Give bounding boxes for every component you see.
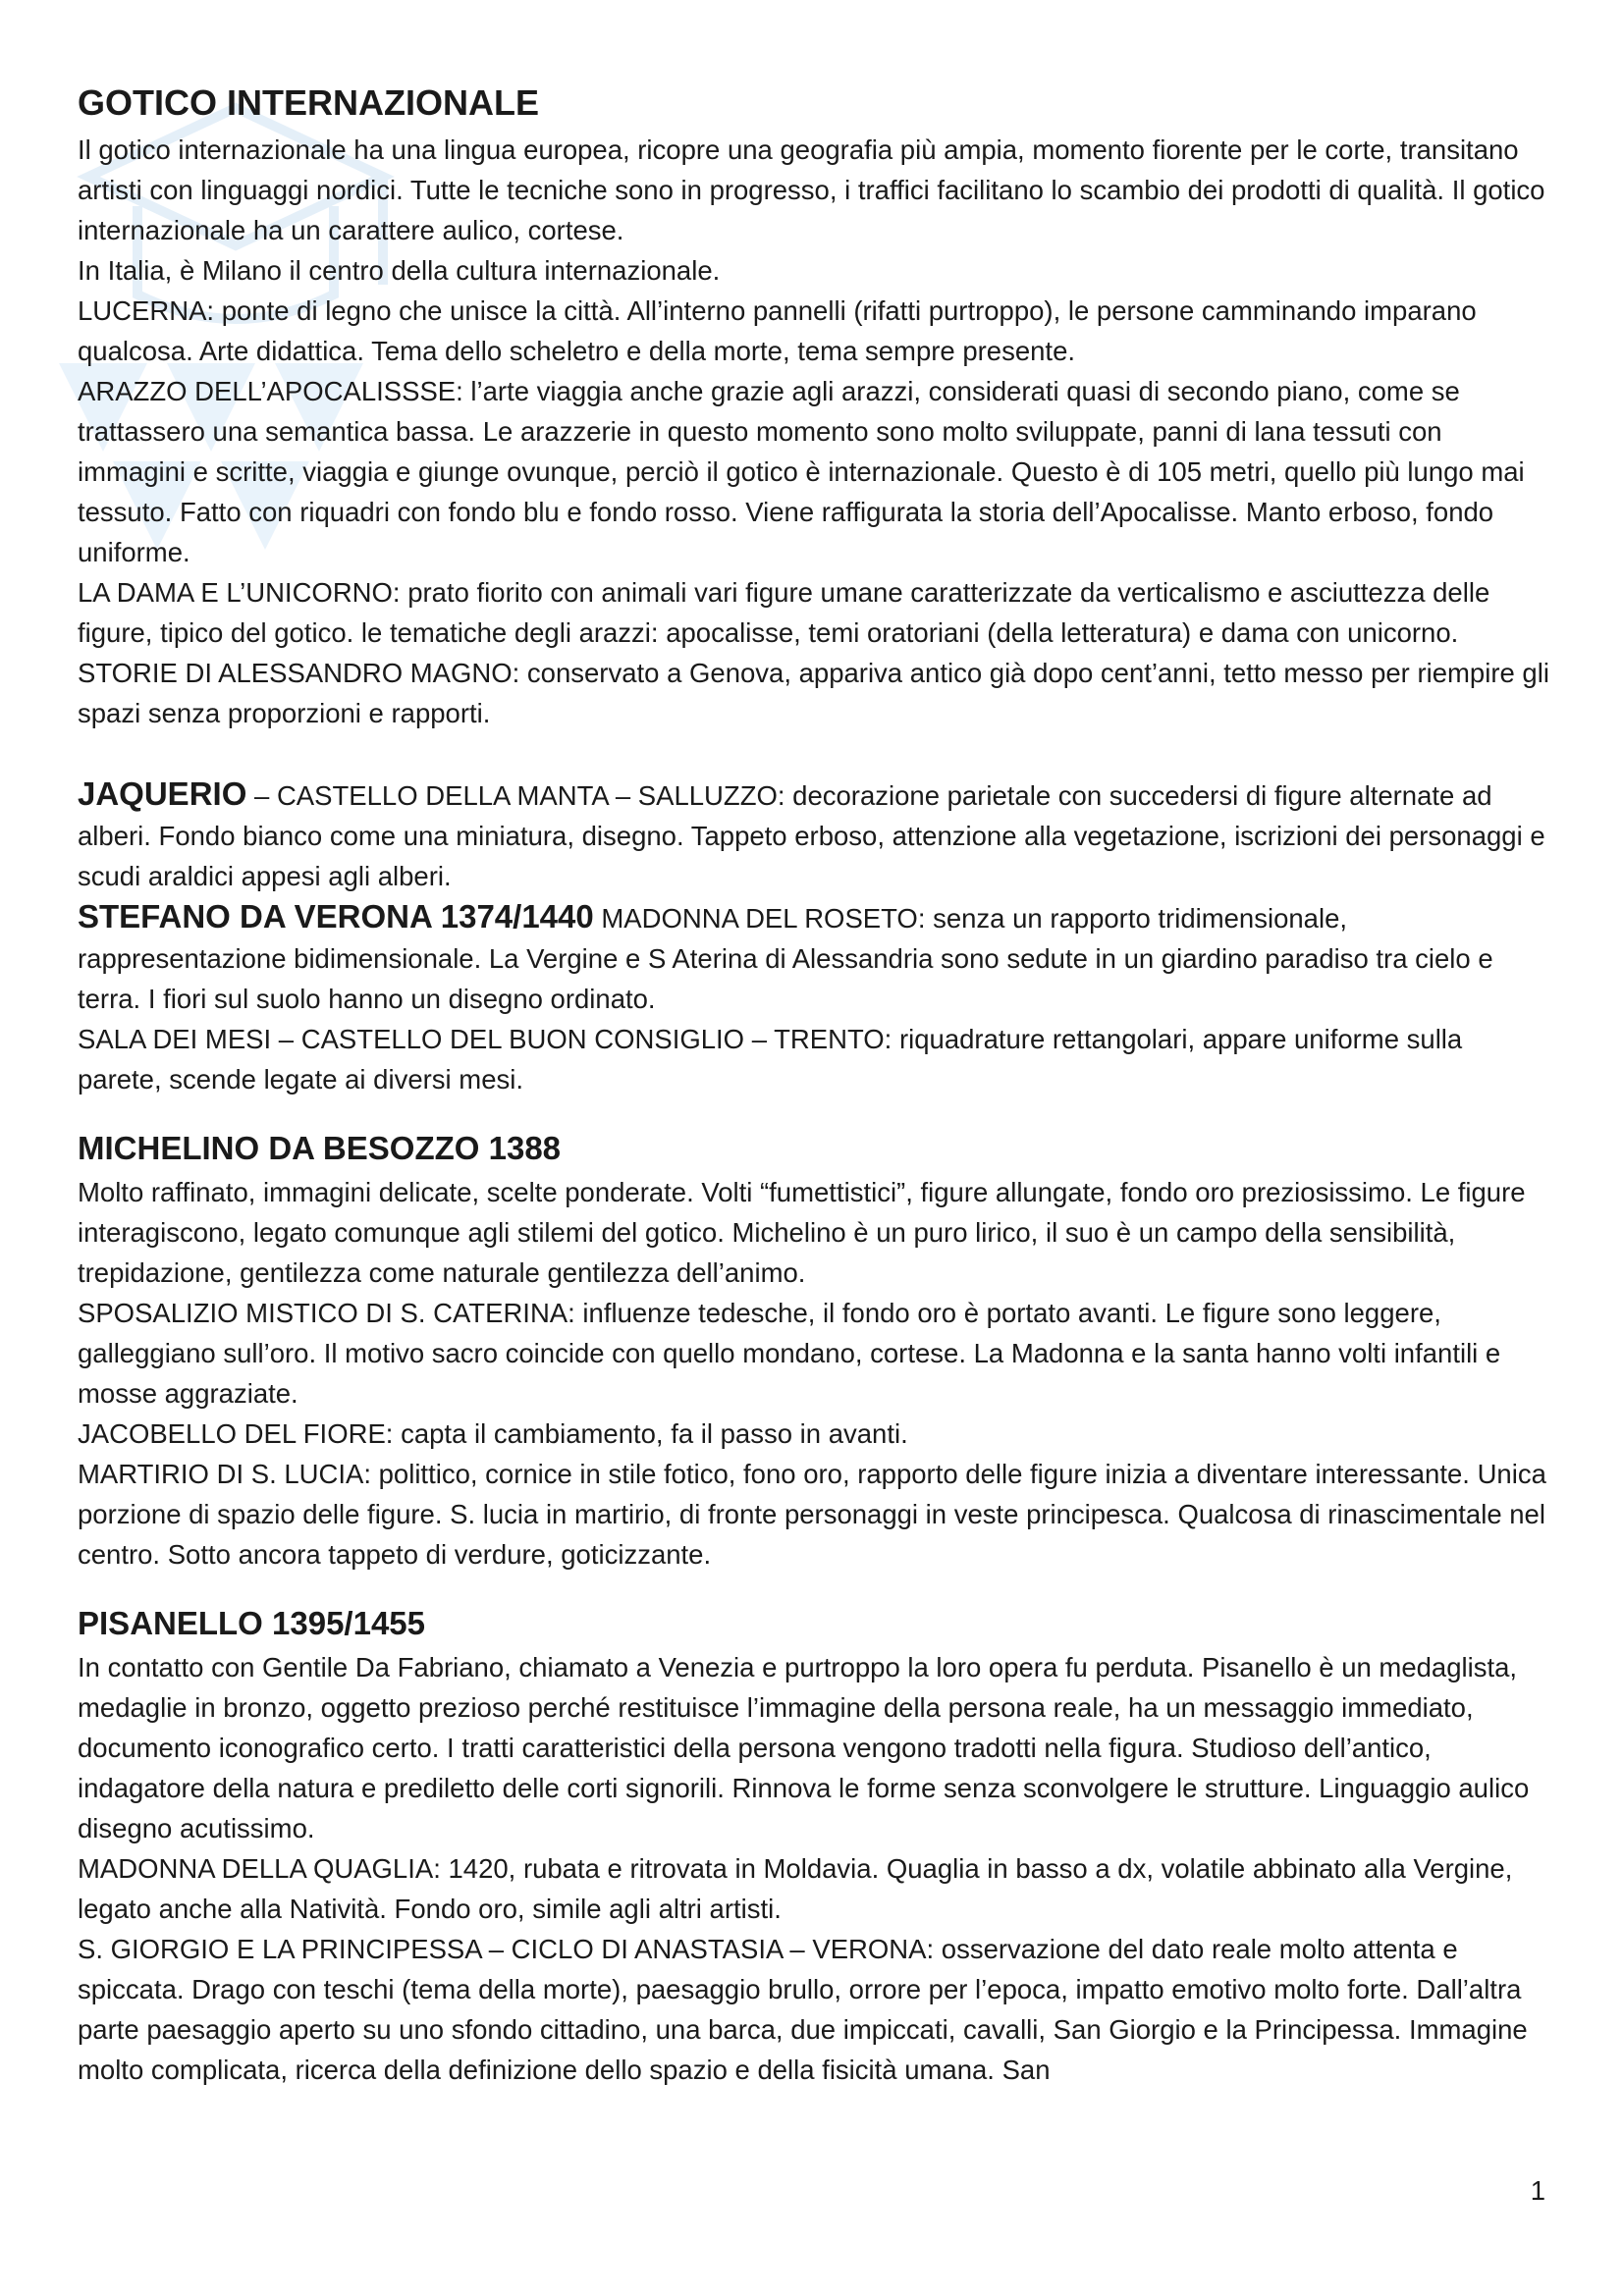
document-page	[78, 77, 1550, 2090]
paragraph: S. GIORGIO E LA PRINCIPESSA – CICLO DI ANASTASIA – VERONA: osservazione del dato reale molto attenta e spiccata. Drago con teschi (tema della morte), paesaggio brullo, orrore per l’epoca, impatto emotivo molto forte. Dall’altra parte paesaggio aperto su uno sfondo cittadino, una barca, due impiccati, cavalli, San Giorgio e la Principessa. Immagine molto complicata, ricerca della definizione dello spazio e della fisicità umana. San	[78, 1934, 1528, 2085]
paragraph: JACOBELLO DEL FIORE: capta il cambiamento, fa il passo in avanti.	[78, 1418, 908, 1449]
section-title-michelino: MICHELINO DA BESOZZO 1388	[78, 1130, 562, 1166]
paragraph: In contatto con Gentile Da Fabriano, chiamato a Venezia e purtroppo la loro opera fu perduta. Pisanello è un medaglista, medaglie in bronzo, oggetto prezioso perché restituisce l’immagine della persona reale, ha un messaggio immediato, documento iconografico certo. I tratti caratteristici della persona vengono tradotti nella figura. Studioso dell’antico, indagatore della natura e prediletto delle corti signorili. Rinnova le forme senza sconvolgere le strutture. Linguaggio aulico disegno acutissimo.	[78, 1652, 1530, 1843]
paragraph: SALA DEI MESI – CASTELLO DEL BUON CONSIGLIO – TRENTO: riquadrature rettangolari, appare uniforme sulla parete, scende legate ai diversi mesi.	[78, 1024, 1463, 1095]
paragraph-text: – CASTELLO DELLA MANTA – SALLUZZO: decorazione parietale con succedersi di figure alternate ad alberi. Fondo bianco come una miniatura, disegno. Tappeto erboso, attenzione alla vegetazione, iscrizioni dei personaggi e scudi araldici appesi agli alberi.	[78, 780, 1545, 891]
section-title-pisanello: PISANELLO 1395/1455	[78, 1605, 426, 1641]
paragraph: Molto raffinato, immagini delicate, scelte ponderate. Volti “fumettistici”, figure allungate, fondo oro preziosissimo. Le figure interagiscono, legato comunque agli stilemi del gotico. Michelino è un puro lirico, il suo è un campo della sensibilità, trepidazione, gentilezza come naturale gentilezza dell’animo.	[78, 1177, 1526, 1288]
paragraph: SPOSALIZIO MISTICO DI S. CATERINA: influenze tedesche, il fondo oro è portato avanti. Le figure sono leggere, galleggiano sull’oro. Il motivo sacro coincide con quello mondano, cortese. La Madonna e la santa hanno volti infantili e mosse aggraziate.	[78, 1298, 1501, 1409]
paragraph: MARTIRIO DI S. LUCIA: polittico, cornice in stile fotico, fono oro, rapporto delle figure inizia a diventare interessante. Unica porzione di spazio delle figure. S. lucia in martirio, di fronte personaggi in veste principesca. Qualcosa di rinascimentale nel centro. Sotto ancora tappeto di verdure, goticizzante.	[78, 1459, 1546, 1570]
page-number: 1	[1530, 2175, 1545, 2206]
paragraph: Il gotico internazionale ha una lingua europea, ricopre una geografia più ampia, momento fiorente per le corte, transitano artisti con linguaggi nordici. Tutte le tecniche sono in progresso, i traffici facilitano lo scambio dei prodotti di qualità. Il gotico internazionale ha un carattere aulico, cortese.	[78, 134, 1545, 245]
inline-heading-jaquerio: JAQUERIO	[78, 775, 247, 812]
paragraph: MADONNA DELLA QUAGLIA: 1420, rubata e ritrovata in Moldavia. Quaglia in basso a dx, volatile abbinato alla Vergine, legato anche alla Natività. Fondo oro, simile agli altri artisti.	[78, 1853, 1513, 1924]
inline-heading-stefano: STEFANO DA VERONA 1374/1440	[78, 898, 594, 934]
section-title-gotico: GOTICO INTERNAZIONALE	[78, 82, 539, 123]
paragraph: STORIE DI ALESSANDRO MAGNO: conservato a Genova, appariva antico già dopo cent’anni, tetto messo per riempire gli spazi senza proporzioni e rapporti.	[78, 658, 1549, 728]
paragraph-jaquerio	[78, 774, 1550, 896]
paragraph: LUCERNA: ponte di legno che unisce la città. All’interno pannelli (rifatti purtroppo), le persone camminando imparano qualcosa. Arte didattica. Tema dello scheletro e della morte, tema sempre presente.	[78, 295, 1477, 366]
paragraph-text: MADONNA DEL ROSETO: senza un rapporto tridimensionale, rappresentazione bidimensionale. La Vergine e S Aterina di Alessandria sono sedute in un giardino paradiso tra cielo e terra. I fiori sul suolo hanno un disegno ordinato.	[78, 903, 1493, 1014]
paragraph-stefano	[78, 896, 1550, 1019]
paragraph: ARAZZO DELL’APOCALISSSE: l’arte viaggia anche grazie agli arazzi, considerati quasi di secondo piano, come se trattassero una semantica bassa. Le arazzerie in questo momento sono molto sviluppate, panni di lana tessuti con immagini e scritte, viaggia e giunge ovunque, perciò il gotico è internazionale. Questo è di 105 metri, quello più lungo mai tessuto. Fatto con riquadri con fondo blu e fondo rosso. Viene raffigurata la storia dell’Apocalisse. Manto erboso, fondo uniforme.	[78, 376, 1525, 567]
paragraph: LA DAMA E L’UNICORNO: prato fiorito con animali vari figure umane caratterizzate da verticalismo e asciuttezza delle figure, tipico del gotico. le tematiche degli arazzi: apocalisse, temi oratoriani (della letteratura) e dama con unicorno.	[78, 577, 1490, 648]
paragraph: In Italia, è Milano il centro della cultura internazionale.	[78, 255, 721, 286]
